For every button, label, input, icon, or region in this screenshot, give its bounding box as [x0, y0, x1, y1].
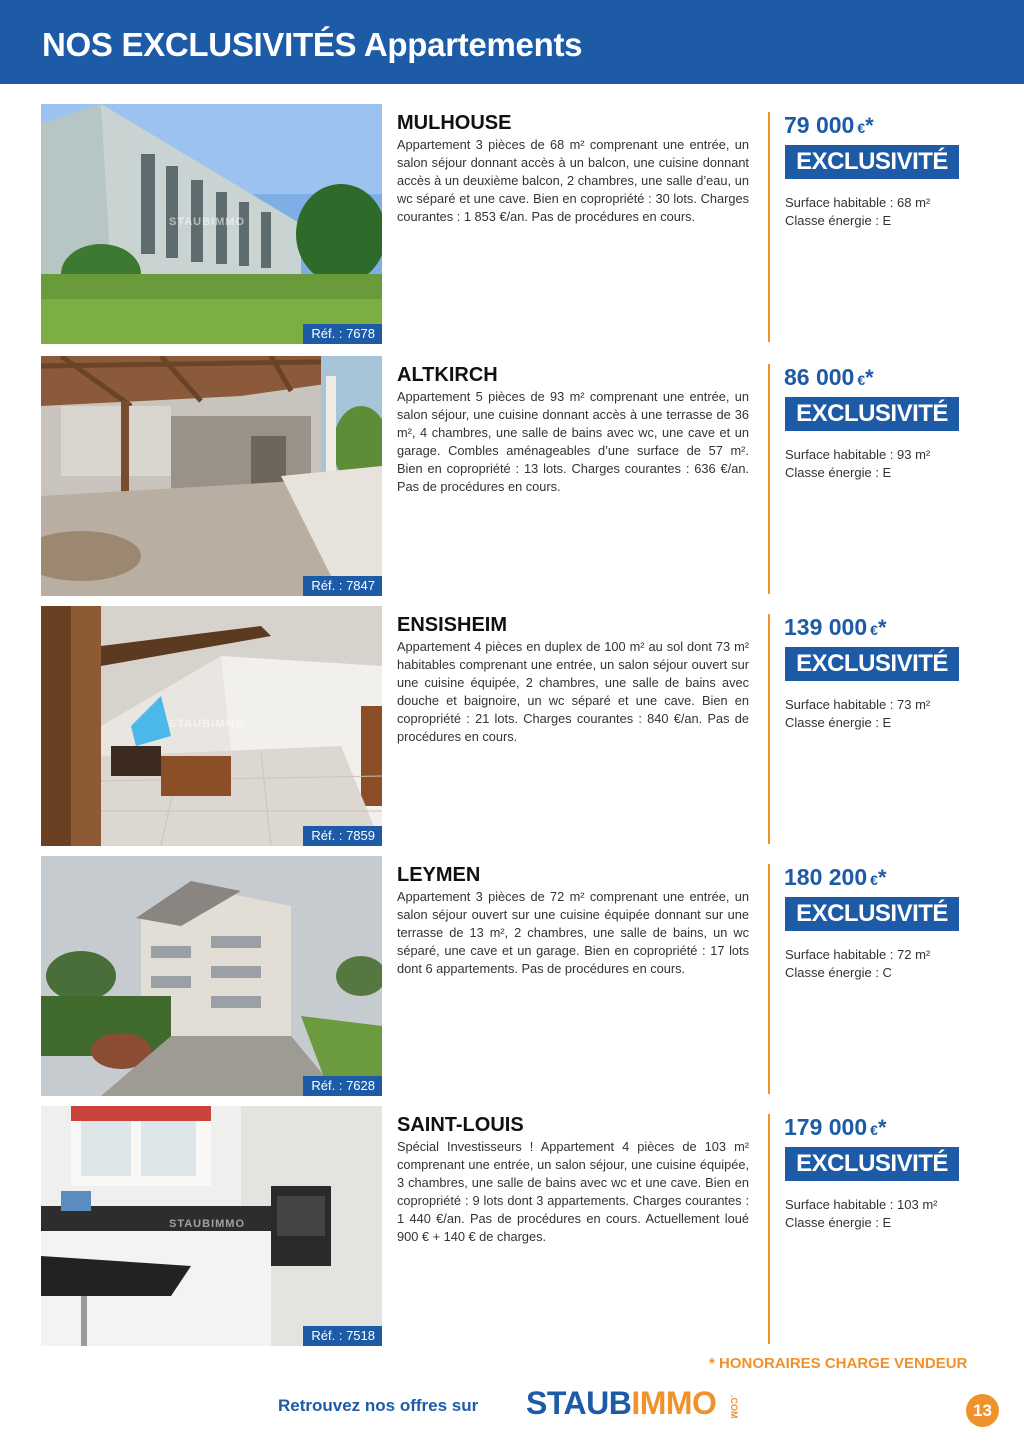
divider	[768, 364, 770, 594]
listing-photo[interactable]	[41, 856, 382, 1096]
photo-watermark: STAUBIMMO	[169, 718, 246, 730]
energy-class-text: Classe énergie : C	[785, 965, 892, 980]
listing-description: Spécial Investisseurs ! Appartement 4 pièces de 103 m² comprenant une entrée, un salon séjour, une cuisine équipée, 3 chambres, une salle de bains avec wc et une cave. Bien en copropriété : 9 lots dont 3 appartements. Charges courantes : 1 440 €/an. Pas de procédures en cours. Actuellement loué 900 € + 140 € de charges.	[397, 1139, 749, 1244]
logo-immo-text: IMMO	[631, 1385, 717, 1421]
listing-photo[interactable]	[41, 606, 382, 846]
exclusivite-badge: EXCLUSIVITÉ	[785, 897, 959, 931]
exclusivite-badge: EXCLUSIVITÉ	[785, 397, 959, 431]
photo-watermark: STAUBIMMO	[169, 216, 246, 228]
listing-card[interactable]	[0, 606, 1024, 848]
listing-description: Appartement 3 pièces de 72 m² comprenant une entrée, un salon séjour ouvert sur une cuisine équipée donnant sur une terrasse de 13 m², 2 chambres, une salle de bains, un wc séparé, une cave et un garage. Bien en copropriété : 17 lots dont 6 appartements. Pas de procédures en cours.	[397, 889, 749, 976]
reference-badge: Réf. : 7518	[303, 1326, 382, 1346]
page-number: 13	[966, 1394, 999, 1427]
fees-note: * HONORAIRES CHARGE VENDEUR	[709, 1355, 968, 1372]
surface-text: Surface habitable : 93 m²	[785, 447, 931, 462]
listing-specs	[785, 1196, 937, 1232]
listing-city: MULHOUSE	[397, 112, 512, 134]
listing-photo[interactable]	[41, 356, 382, 596]
listing-photo[interactable]	[41, 1106, 382, 1346]
page-title: NOS EXCLUSIVITÉS Appartements	[42, 26, 583, 63]
listing-photo[interactable]	[41, 104, 382, 344]
listing-specs	[785, 446, 930, 482]
staubimmo-logo[interactable]	[526, 1385, 739, 1425]
logo-staub-text: STAUB	[526, 1385, 632, 1421]
photo-watermark: STAUBIMMO	[169, 1218, 246, 1230]
listing-card[interactable]	[0, 104, 1024, 346]
surface-text: Surface habitable : 68 m²	[785, 195, 931, 210]
listing-description: Appartement 3 pièces de 68 m² comprenant une entrée, un salon séjour donnant accès à un balcon, une cuisine donnant accès à un deuxième balcon, 2 chambres, une salle d’eau, un wc séparé et une cave. Bien en copropriété : 30 lots. Charges courantes : 1 853 €/an. Pas de procédures en cours.	[397, 137, 749, 224]
listing-city: LEYMEN	[397, 864, 481, 886]
listing-specs	[785, 946, 930, 982]
listing-price: 180 200 €*	[784, 864, 887, 890]
surface-text: Surface habitable : 72 m²	[785, 947, 931, 962]
exclusivite-badge: EXCLUSIVITÉ	[785, 1147, 959, 1181]
listing-price: 86 000 €*	[784, 364, 874, 390]
energy-class-text: Classe énergie : E	[785, 1215, 892, 1230]
listing-price: 139 000 €*	[784, 614, 887, 640]
energy-class-text: Classe énergie : E	[785, 465, 892, 480]
listing-card[interactable]	[0, 856, 1024, 1098]
energy-class-text: Classe énergie : E	[785, 213, 892, 228]
logo-com-text: .COM	[729, 1395, 739, 1419]
listing-city: ALTKIRCH	[397, 364, 498, 386]
divider	[768, 614, 770, 844]
listing-description: Appartement 4 pièces en duplex de 100 m² au sol dont 73 m² habitables comprenant une entrée, un salon séjour ouvert sur une cuisine équipée, 2 chambres, une salle de bains avec douche et baignoire, un wc séparé et une cave. Bien en copropriété : 21 lots. Charges courantes : 840 €/an. Pas de procédures en cours.	[397, 639, 749, 744]
divider	[768, 864, 770, 1094]
reference-badge: Réf. : 7628	[303, 1076, 382, 1096]
exclusivite-badge: EXCLUSIVITÉ	[785, 647, 959, 681]
listing-specs	[785, 194, 930, 230]
listing-specs	[785, 696, 930, 732]
listing-card[interactable]	[0, 356, 1024, 598]
listing-text	[397, 364, 749, 496]
energy-class-text: Classe énergie : E	[785, 715, 892, 730]
listing-text	[397, 112, 749, 226]
listing-text	[397, 864, 749, 978]
listing-city: SAINT-LOUIS	[397, 1114, 524, 1136]
listing-city: ENSISHEIM	[397, 614, 508, 636]
listing-card[interactable]	[0, 1106, 1024, 1348]
footer-tagline: Retrouvez nos offres sur	[278, 1396, 479, 1415]
page-header	[0, 0, 1024, 84]
reference-badge: Réf. : 7859	[303, 826, 382, 846]
listing-description: Appartement 5 pièces de 93 m² comprenant une entrée, un salon séjour, une cuisine donnant accès à une terrasse de 36 m², 4 chambres, une salle de bains avec wc, une cave et un garage. Combles aménageables d’une surface de 57 m². Bien en copropriété : 13 lots. Charges courantes : 636 €/an. Pas de procédures en cours.	[397, 389, 749, 494]
surface-text: Surface habitable : 103 m²	[785, 1197, 938, 1212]
exclusivite-badge: EXCLUSIVITÉ	[785, 145, 959, 179]
listing-text	[397, 1114, 749, 1246]
listing-price: 179 000 €*	[784, 1114, 887, 1140]
listing-price: 79 000 €*	[784, 112, 874, 138]
reference-badge: Réf. : 7847	[303, 576, 382, 596]
divider	[768, 112, 770, 342]
surface-text: Surface habitable : 73 m²	[785, 697, 931, 712]
divider	[768, 1114, 770, 1344]
listing-text	[397, 614, 749, 746]
reference-badge: Réf. : 7678	[303, 324, 382, 344]
